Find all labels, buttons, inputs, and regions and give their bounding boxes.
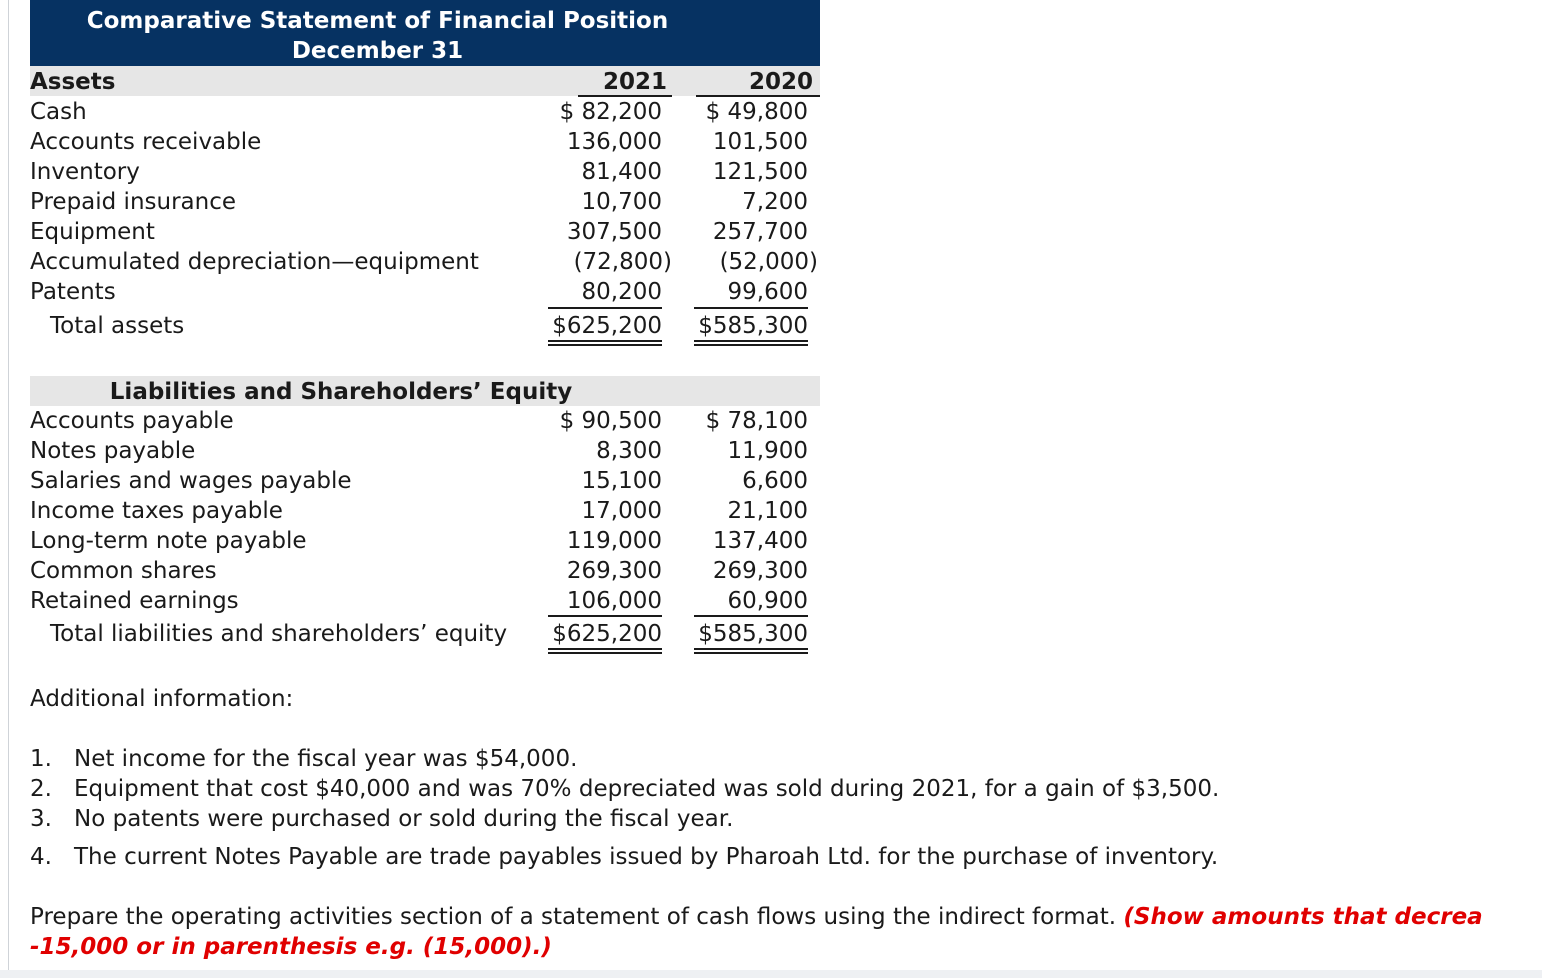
assets-header-band — [30, 66, 820, 96]
liab-2020-subtotal-line — [694, 615, 808, 617]
instructions — [30, 902, 1483, 962]
asset-value-2020: 99,600 — [727, 279, 808, 305]
total-liabilities-2021: $625,200 — [552, 621, 662, 647]
info-item-text: No patents were purchased or sold during the fiscal year. — [74, 806, 734, 832]
liability-label: Notes payable — [30, 438, 196, 464]
info-item-number: 2. — [30, 776, 52, 802]
liabilities-header-row — [30, 377, 820, 407]
liability-value-2020: 137,400 — [712, 528, 808, 554]
asset-value-2020: (52,000) — [719, 249, 818, 275]
liability-value-2020: 21,100 — [727, 498, 808, 524]
liab-2021-subtotal-line — [548, 615, 662, 617]
liability-label: Income taxes payable — [30, 498, 283, 524]
asset-label: Cash — [30, 99, 87, 125]
asset-label: Accumulated depreciation—equipment — [30, 249, 479, 275]
year-2020-header: 2020 — [748, 69, 813, 95]
asset-value-2021: (72,800) — [573, 249, 672, 275]
info-item-1 — [30, 744, 577, 774]
liability-value-2021: $ 90,500 — [559, 408, 662, 434]
asset-label: Inventory — [30, 159, 140, 185]
liabilities-heading: Liabilities and Shareholders’ Equity — [109, 379, 573, 405]
liability-value-2020: 60,900 — [727, 588, 808, 614]
liability-label: Long-term note payable — [30, 528, 307, 554]
instructions-note-line1: (Show amounts that decrea — [1123, 904, 1483, 930]
info-item-number: 1. — [30, 746, 52, 772]
liability-label: Retained earnings — [30, 588, 239, 614]
liability-value-2020: 11,900 — [727, 438, 808, 464]
asset-value-2021: 307,500 — [566, 219, 662, 245]
liability-label: Salaries and wages payable — [30, 468, 352, 494]
liability-value-2021: 17,000 — [581, 498, 662, 524]
liability-value-2021: 8,300 — [596, 438, 662, 464]
bottom-scroll-area — [0, 970, 1542, 978]
info-item-text: Net income for the fiscal year was $54,000. — [74, 746, 578, 772]
total-liab-2020-double-line — [694, 648, 808, 654]
asset-value-2021: 81,400 — [581, 159, 662, 185]
asset-label: Patents — [30, 279, 116, 305]
total-assets-label: Total assets — [50, 313, 185, 339]
total-liabilities-label: Total liabilities and shareholders’ equity — [50, 621, 508, 647]
assets-2021-subtotal-line — [548, 307, 662, 309]
assets-2020-subtotal-line — [694, 307, 808, 309]
info-item-text: The current Notes Payable are trade payables issued by Pharoah Ltd. for the purchase of inventory. — [74, 844, 1219, 870]
total-liabilities-2020: $585,300 — [698, 621, 808, 647]
info-item-3 — [30, 804, 733, 834]
total-assets-2021-double-line — [548, 340, 662, 346]
total-assets-2020: $585,300 — [698, 313, 808, 339]
info-item-number: 3. — [30, 806, 52, 832]
asset-value-2021: 80,200 — [581, 279, 662, 305]
asset-value-2020: $ 49,800 — [705, 99, 808, 125]
liability-value-2020: 269,300 — [712, 558, 808, 584]
asset-value-2021: 10,700 — [581, 189, 662, 215]
asset-value-2020: 257,700 — [712, 219, 808, 245]
liability-value-2021: 15,100 — [581, 468, 662, 494]
statement-header — [30, 0, 820, 66]
liability-value-2021: 269,300 — [566, 558, 662, 584]
liability-label: Common shares — [30, 558, 217, 584]
additional-info-heading: Additional information: — [30, 686, 294, 712]
liability-value-2021: 119,000 — [566, 528, 662, 554]
liability-value-2020: $ 78,100 — [705, 408, 808, 434]
info-item-2 — [30, 774, 1219, 804]
liability-label: Accounts payable — [30, 408, 234, 434]
asset-value-2020: 7,200 — [742, 189, 808, 215]
asset-value-2020: 101,500 — [712, 129, 808, 155]
statement-title: Comparative Statement of Financial Position — [86, 8, 669, 34]
info-item-4 — [30, 842, 1218, 872]
total-liab-2021-double-line — [548, 648, 662, 654]
instructions-text: Prepare the operating activities section of a statement of cash flows using the indirect format. — [30, 904, 1117, 930]
year-2021-header: 2021 — [602, 69, 667, 95]
info-item-number: 4. — [30, 844, 52, 870]
asset-label: Equipment — [30, 219, 155, 245]
statement-date: December 31 — [291, 38, 464, 64]
liability-value-2020: 6,600 — [742, 468, 808, 494]
asset-label: Accounts receivable — [30, 129, 262, 155]
total-assets-2020-double-line — [694, 340, 808, 346]
asset-label: Prepaid insurance — [30, 189, 237, 215]
info-item-text: Equipment that cost $40,000 and was 70% depreciated was sold during 2021, for a gain of $3,500. — [74, 776, 1220, 802]
assets-heading: Assets — [30, 69, 116, 95]
asset-value-2021: 136,000 — [566, 129, 662, 155]
asset-value-2020: 121,500 — [712, 159, 808, 185]
page-left-border — [8, 0, 9, 978]
liability-value-2021: 106,000 — [566, 588, 662, 614]
instructions-note-line2: -15,000 or in parenthesis e.g. (15,000).) — [30, 934, 552, 960]
total-assets-2021: $625,200 — [552, 313, 662, 339]
asset-value-2021: $ 82,200 — [559, 99, 662, 125]
